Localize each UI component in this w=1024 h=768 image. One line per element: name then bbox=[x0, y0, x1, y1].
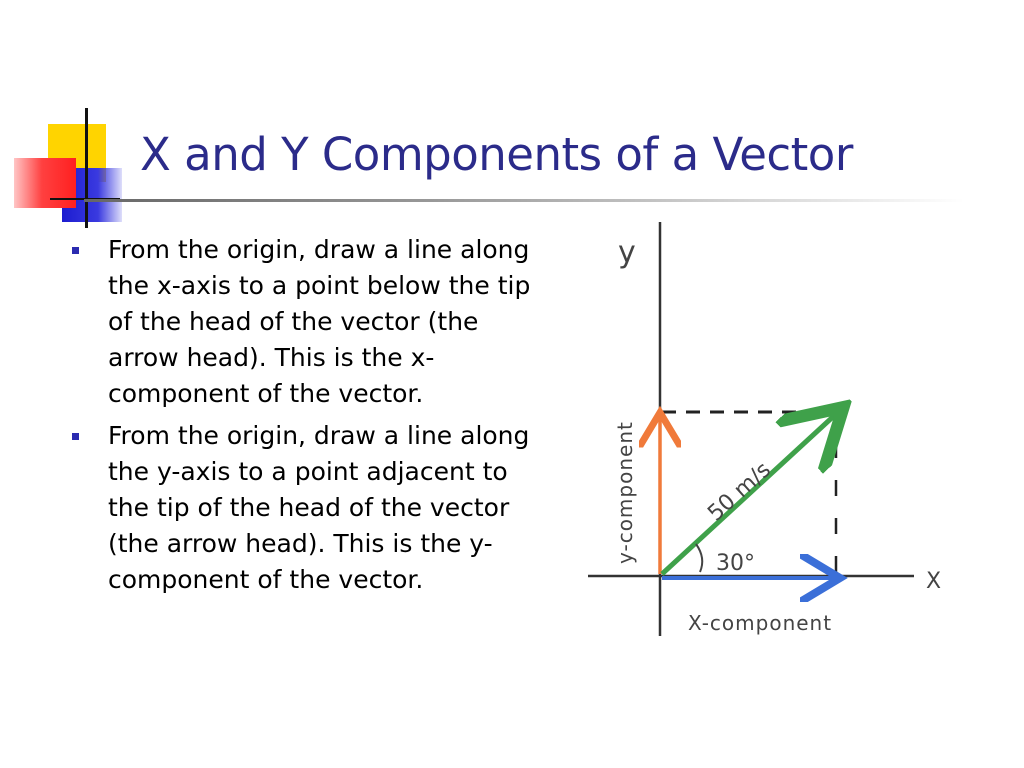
x-axis-label: X bbox=[926, 569, 942, 594]
y-axis-label: y bbox=[618, 235, 636, 270]
angle-label: 30° bbox=[716, 551, 755, 576]
bullet-square-icon bbox=[72, 247, 79, 254]
vector-components-diagram bbox=[588, 222, 958, 672]
angle-arc bbox=[696, 544, 702, 572]
x-component-label: X-component bbox=[688, 611, 833, 635]
bullet-item bbox=[68, 418, 548, 598]
y-component-label: y-component bbox=[613, 421, 637, 564]
decor-vertical-line bbox=[85, 108, 88, 228]
bullet-list bbox=[68, 232, 548, 604]
bullet-square-icon bbox=[72, 433, 79, 440]
slide-title: X and Y Components of a Vector bbox=[140, 128, 853, 181]
bullet-text: From the origin, draw a line along the y-axis to a point adjacent to the tip of the head of the vector (the arrow head). This is the y-component of the vector. bbox=[108, 421, 530, 594]
decor-red-square bbox=[14, 158, 76, 208]
title-underline bbox=[84, 199, 964, 202]
vector-label: 50 m/s bbox=[703, 457, 776, 527]
bullet-text: From the origin, draw a line along the x-axis to a point below the tip of the head of the vector (the arrow head). This is the x-component of the vector. bbox=[108, 235, 531, 408]
bullet-item bbox=[68, 232, 548, 412]
